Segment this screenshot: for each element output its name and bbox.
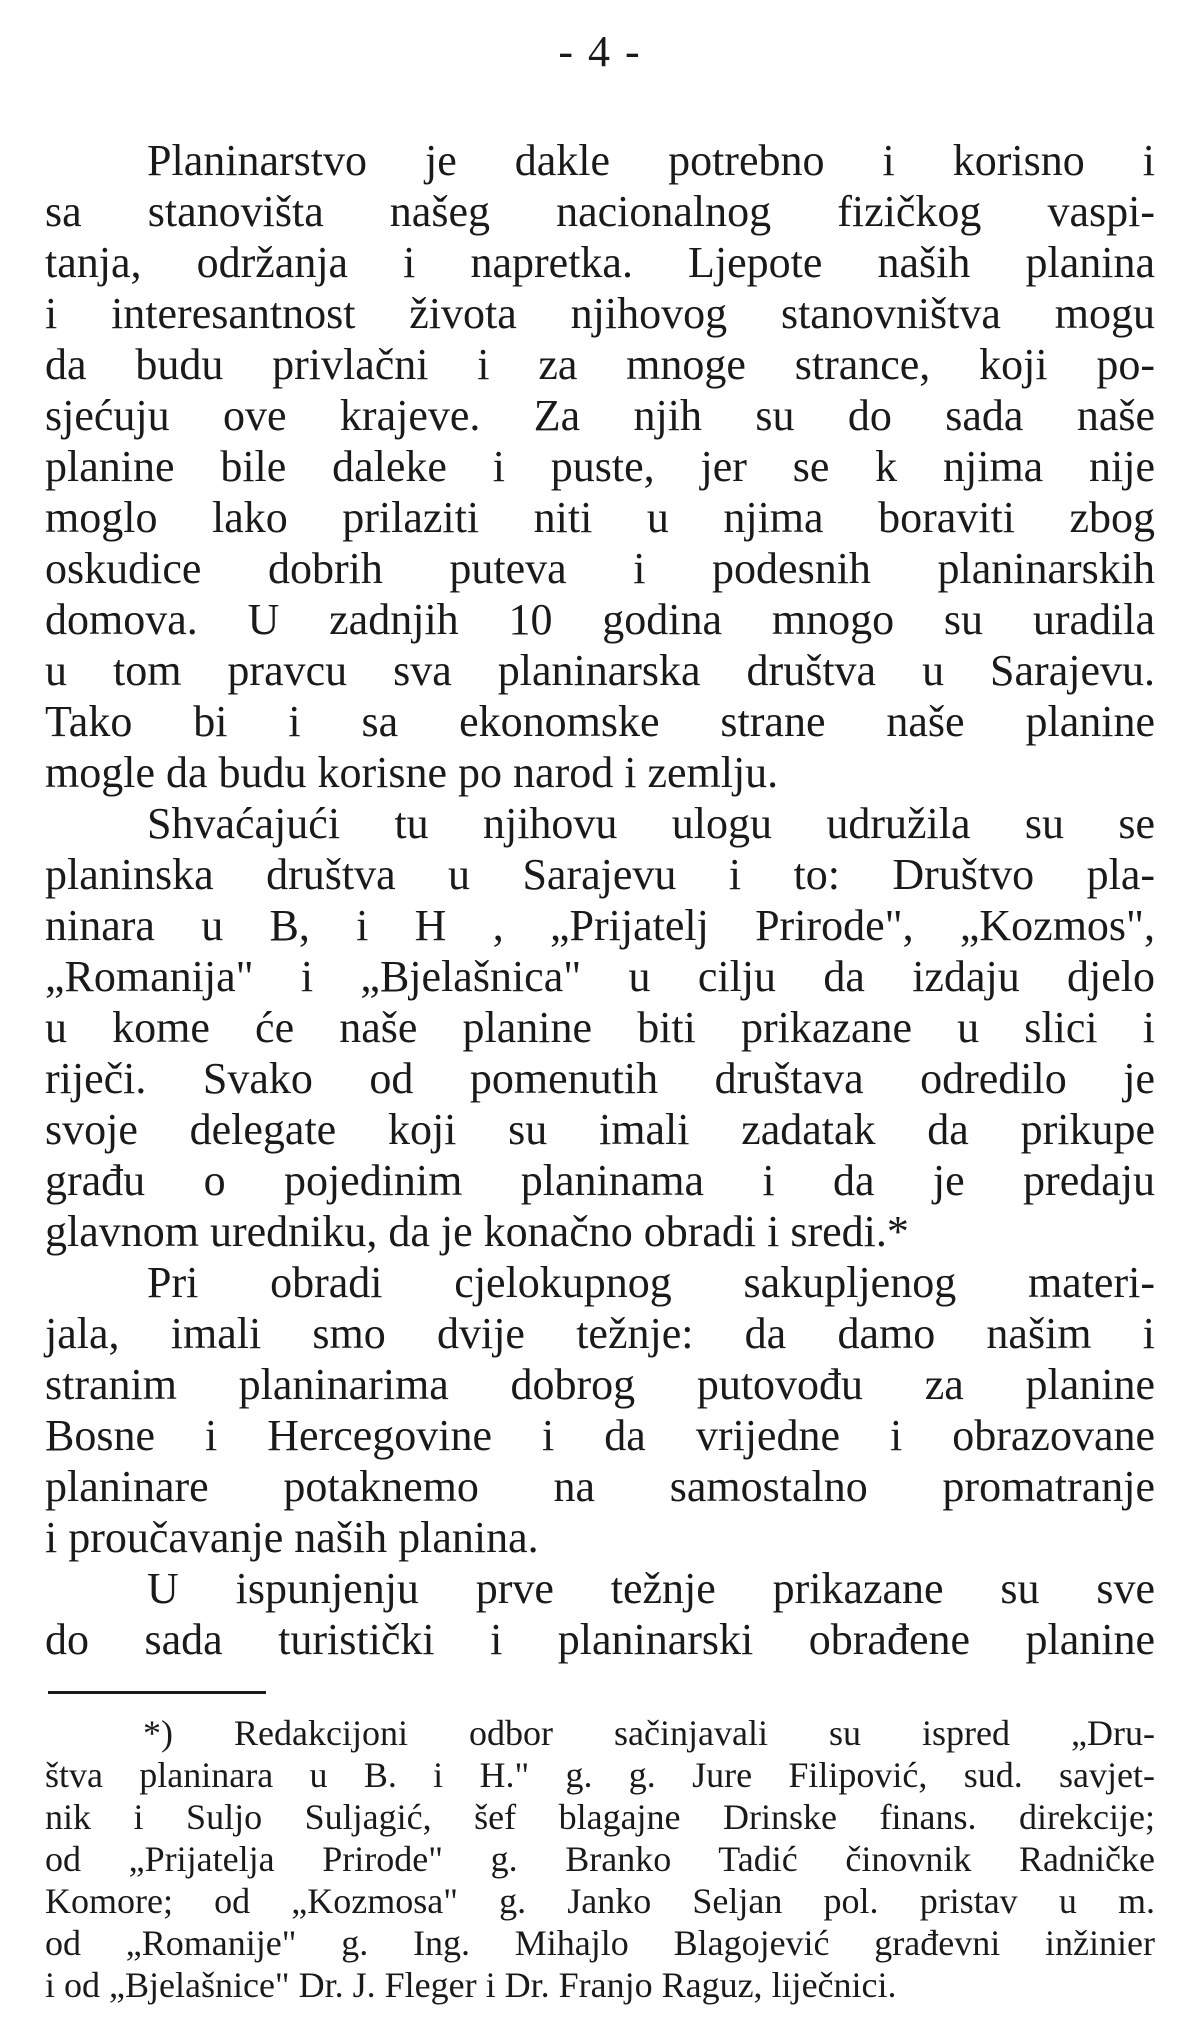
text-line: „Romanija" i „Bjelašnica" u cilju da izdaju djelo bbox=[45, 952, 1155, 1001]
text-line: planinare potaknemo na samostalno promatranje bbox=[45, 1462, 1155, 1511]
footnote-line: nik i Suljo Suljagić, šef blagajne Drinske finans. direkcije; bbox=[45, 1797, 1155, 1837]
text-line: tanja, održanja i napretka. Ljepote naših planina bbox=[45, 238, 1155, 287]
text-line: glavnom uredniku, da je konačno obradi i sredi.* bbox=[45, 1207, 909, 1256]
text-line: Pri obradi cjelokupnog sakupljenog materi- bbox=[147, 1258, 1155, 1307]
paragraph-2 bbox=[45, 798, 1155, 1257]
footnote-line: od „Romanije" g. Ing. Mihajlo Blagojević građevni inžinier bbox=[45, 1923, 1155, 1963]
text-line: oskudice dobrih puteva i podesnih planinarskih bbox=[45, 544, 1155, 593]
footnote-line: štva planinara u B. i H." g. g. Jure Filipović, sud. savjet- bbox=[45, 1755, 1155, 1795]
text-line: mogle da budu korisne po narod i zemlju. bbox=[45, 748, 779, 797]
text-line: planinska društva u Sarajevu i to: Društvo pla- bbox=[45, 850, 1155, 899]
text-line: i interesantnost života njihovog stanovništva mogu bbox=[45, 289, 1155, 338]
text-line: U ispunjenju prve težnje prikazane su sve bbox=[147, 1564, 1155, 1613]
text-line: Bosne i Hercegovine i da vrijedne i obrazovane bbox=[45, 1411, 1155, 1460]
text-line: Shvaćajući tu njihovu ulogu udružila su se bbox=[147, 799, 1155, 848]
footnote-divider bbox=[48, 1691, 266, 1694]
footnote-line: *) Redakcijoni odbor sačinjavali su ispred „Dru- bbox=[143, 1713, 1155, 1753]
text-line: stranim planinarima dobrog putovođu za planine bbox=[45, 1360, 1155, 1409]
text-line: sjećuju ove krajeve. Za njih su do sada naše bbox=[45, 391, 1155, 440]
text-line: jala, imali smo dvije težnje: da damo našim i bbox=[45, 1309, 1155, 1358]
text-line: do sada turistički i planinarski obrađene planine bbox=[45, 1615, 1155, 1664]
text-line: Tako bi i sa ekonomske strane naše planine bbox=[45, 697, 1155, 746]
text-line: građu o pojedinim planinama i da je predaju bbox=[45, 1156, 1155, 1205]
text-line: u kome će naše planine biti prikazane u slici i bbox=[45, 1003, 1155, 1052]
text-line: sa stanovišta našeg nacionalnog fizičkog vaspi- bbox=[45, 187, 1155, 236]
text-line: u tom pravcu sva planinarska društva u Sarajevu. bbox=[45, 646, 1155, 695]
footnote-line: Komore; od „Kozmosa" g. Janko Seljan pol. pristav u m. bbox=[45, 1881, 1155, 1921]
footnote-line: i od „Bjelašnice" Dr. J. Fleger i Dr. Franjo Raguz, liječnici. bbox=[45, 1965, 897, 2005]
text-line: planine bile daleke i puste, jer se k njima nije bbox=[45, 442, 1155, 491]
body-text bbox=[45, 135, 1155, 1665]
footnote bbox=[45, 1712, 1155, 2006]
text-line: ninara u B, i H , „Prijatelj Prirode", „Kozmos", bbox=[45, 901, 1155, 950]
text-line: svoje delegate koji su imali zadatak da prikupe bbox=[45, 1105, 1155, 1154]
text-line: da budu privlačni i za mnoge strance, koji po- bbox=[45, 340, 1155, 389]
text-line: domova. U zadnjih 10 godina mnogo su uradila bbox=[45, 595, 1155, 644]
page-number: - 4 - bbox=[558, 27, 642, 76]
text-line: moglo lako prilaziti niti u njima boraviti zbog bbox=[45, 493, 1155, 542]
paragraph-1 bbox=[45, 135, 1155, 798]
footnote-line: od „Prijatelja Prirode" g. Branko Tadić činovnik Radničke bbox=[45, 1839, 1155, 1879]
text-line: i proučavanje naših planina. bbox=[45, 1513, 539, 1562]
text-line: Planinarstvo je dakle potrebno i korisno i bbox=[147, 136, 1155, 185]
paragraph-3 bbox=[45, 1257, 1155, 1563]
text-line: riječi. Svako od pomenutih društava odredilo je bbox=[45, 1054, 1155, 1103]
paragraph-4 bbox=[45, 1563, 1155, 1665]
